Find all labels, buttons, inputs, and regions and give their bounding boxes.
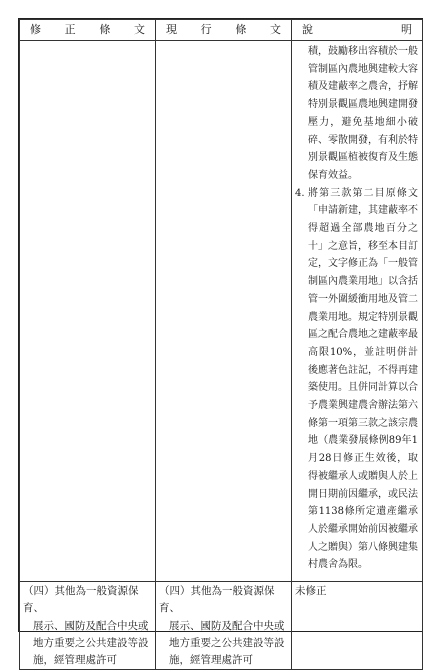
explanation-clause-4: [292, 582, 423, 670]
header-current: 現行條文: [156, 20, 292, 41]
note-item-4-text: 將第三款第二目原條文「申請新建，其建蔽率不得超過全部農地百分之十」之意旨，移至本目訂定，文字修正為「一般管制區內農業用地」以含括管一外圍緩衝用地及管二農業用地。規定特別景觀區之配合農地之建蔽率最高限10%，並註明併計後應著色註記，不得再建築使用。且併同計算以合予農業興建農舍辦法第六條第一項第三款之該宗農地（農業發展條例89年1月28日修正生效後，取得被繼承人或贈與人於上開日期前因繼承，或民法第1138條所定遺產繼承人於繼承開始前因被繼承人之贈與）第八條興建集村農舍為限。: [308, 187, 418, 571]
unchanged-note: 未修正: [295, 585, 327, 597]
header-row: [20, 20, 423, 41]
note-item-4-number: 4.: [295, 187, 305, 199]
amended-clause-4: [20, 582, 156, 670]
header-amended: 修正條文: [20, 20, 156, 41]
note-continuation: 積，鼓勵移出容積於一般管制區內農地興建較大容積及建蔽率之農舍，抒解特別景觀區農地興建開發壓力，避免基地細小破碎、零散開發，有利於特別景觀區植被復育及生態保育效益。: [308, 46, 418, 181]
current-clause-4-first-line: （四）其他為一般資源保育、: [159, 585, 275, 615]
current-clause-4-body: 展示、國防及配合中央或地方重要之公共建設等設施，經管理處許可: [169, 619, 285, 667]
explanation-row: [20, 41, 423, 582]
note-item-4: [295, 185, 418, 574]
comparison-table: [19, 19, 423, 670]
amended-clause-4-first-line: （四）其他為一般資源保育、: [23, 585, 139, 615]
header-explanation: 說明: [292, 20, 423, 41]
document-page: [18, 18, 423, 667]
amended-cell-empty: [20, 41, 156, 582]
explanation-cell: [292, 41, 423, 582]
current-clause-4: [156, 582, 292, 670]
clause-4-row: [20, 582, 423, 670]
amended-clause-4-body: 展示、國防及配合中央或地方重要之公共建設等設施，經管理處許可: [33, 619, 149, 667]
current-cell-empty: [156, 41, 292, 582]
